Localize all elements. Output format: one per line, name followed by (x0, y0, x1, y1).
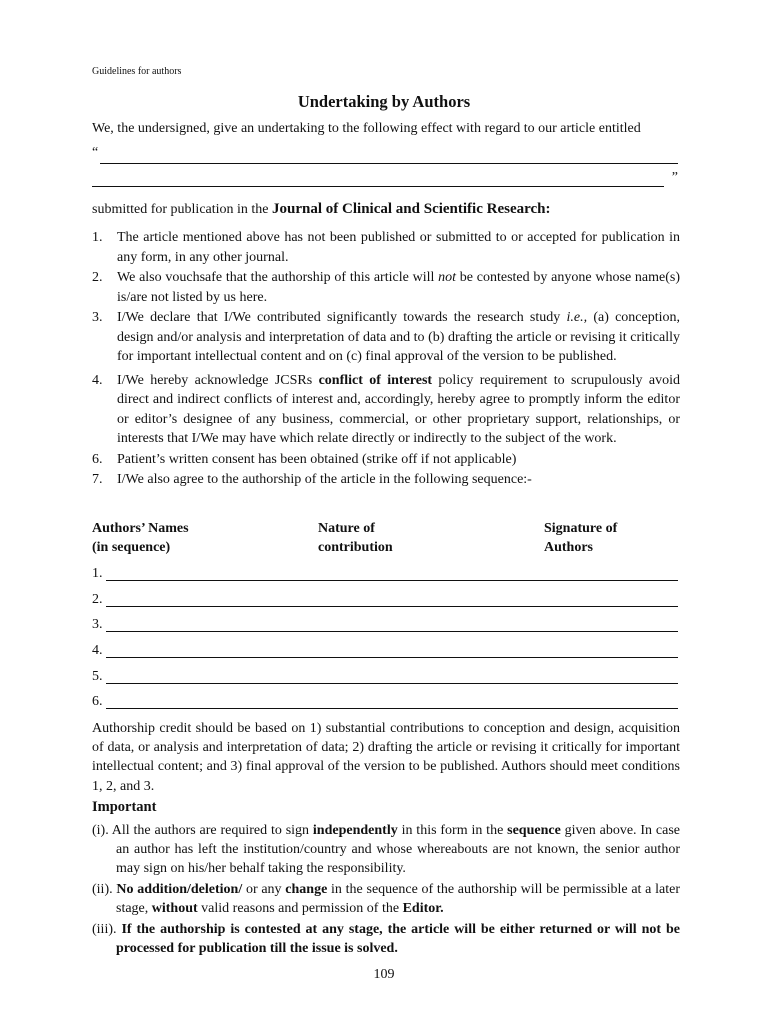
declaration-item (92, 371, 680, 449)
important-item-text: (ii). No addition/deletion/ or any change in the sequence of the authorship will be permissible at a later stage, without valid reasons and permission of the Editor. (92, 882, 680, 916)
submitted-prefix: submitted for publication in the (92, 202, 273, 217)
declaration-text: I/We hereby acknowledge JCSRs conflict of interest policy requirement to scrupulously avoid direct and indirect conflicts of interest and, accordingly, hereby agree to promptly inform the editor or editor’s designee of any business, commercial, or other proprietary support, relationships, or interests that I/We may have which relate directly or indirectly to the subject of the work. (117, 372, 680, 446)
declaration-number: 1. (92, 230, 103, 245)
intro-paragraph: We, the undersigned, give an undertaking to the following effect with regard to our article entitled (92, 121, 641, 136)
authorship-credit-paragraph: Authorship credit should be based on 1) substantial contributions to conception and design, acquisition of data, or analysis and interpretation of data; 2) drafting the article or revising it critically for important intellectual content; and 3) final approval of the version to be published. Authors should meet conditions 1, 2, and 3. (92, 721, 680, 794)
important-item-ii (92, 880, 680, 918)
column-authors-names: Authors’ Names (in sequence) (92, 521, 189, 555)
declaration-item (92, 450, 680, 470)
important-item-text: (i). All the authors are required to sign independently in this form in the sequence given above. In case an author has left the institution/country and whose whereabouts are not known, the senior author may sign on his/her behalf taking the responsibility. (92, 823, 680, 876)
important-heading: Important (92, 799, 157, 815)
page-title: Undertaking by Authors (297, 92, 471, 111)
article-title-blank-1 (100, 149, 678, 164)
declaration-number: 3. (92, 310, 103, 325)
declaration-item (92, 268, 680, 307)
author-entry-lines (92, 566, 678, 720)
journal-name: Journal of Clinical and Scientific Research: (272, 201, 551, 217)
declaration-number: 4. (92, 372, 103, 388)
author-line-blank[interactable] (106, 708, 678, 709)
article-title-blank-2 (92, 172, 664, 187)
declaration-number: 6. (92, 451, 103, 467)
author-line[interactable] (92, 669, 678, 695)
declaration-text: Patient’s written consent has been obtained (strike off if not applicable) (117, 451, 517, 467)
declaration-text: I/We also agree to the authorship of the article in the following sequence:- (117, 472, 532, 487)
declaration-number: 2. (92, 270, 103, 285)
author-line-blank[interactable] (106, 683, 678, 684)
running-header: Guidelines for authors (92, 66, 182, 77)
author-line[interactable] (92, 592, 678, 618)
declaration-number: 7. (92, 472, 103, 487)
important-item-i (92, 821, 680, 878)
page-number: 109 (373, 967, 395, 982)
author-line[interactable] (92, 643, 678, 669)
author-line-number: 4. (92, 643, 103, 659)
open-quote: “ (92, 145, 99, 160)
author-line-blank[interactable] (106, 657, 678, 658)
declaration-item (92, 228, 680, 267)
author-line-number: 6. (92, 694, 103, 710)
article-title-line-2 (92, 172, 678, 187)
important-item-iii (92, 920, 680, 958)
author-line-blank[interactable] (106, 580, 678, 581)
declaration-text: I/We declare that I/We contributed significantly towards the research study i.e., (a) conception, design and/or analysis and interpretation of data and to (b) drafting the article or revising it critically for important intellectual content and on (c) final approval of the version to be published. (117, 310, 680, 364)
important-item-label: (i). (92, 823, 109, 838)
author-line-number: 3. (92, 617, 103, 633)
declaration-text: The article mentioned above has not been published or submitted to or accepted for publication in any form, in any other journal. (117, 230, 680, 265)
author-line-number: 2. (92, 591, 103, 607)
declaration-item (92, 308, 680, 367)
author-line-number: 5. (92, 668, 103, 684)
article-title-line-1 (92, 145, 678, 164)
column-nature-of-contribution: Nature of contribution (318, 521, 393, 555)
important-item-text: (iii). If the authorship is contested at any stage, the article will be either returned or will not be processed for publication till the issue is solved. (92, 922, 681, 956)
important-item-label: (ii). (92, 882, 113, 897)
author-line-blank[interactable] (106, 606, 678, 607)
column-signature: Signature of Authors (544, 521, 618, 555)
author-line[interactable] (92, 566, 678, 592)
author-line-number: 1. (92, 566, 103, 581)
author-line[interactable] (92, 694, 678, 720)
declaration-item (92, 470, 680, 490)
declaration-text: We also vouchsafe that the authorship of this article will not be contested by anyone whose name(s) is/are not listed by us here. (117, 270, 681, 305)
submitted-statement (92, 201, 551, 218)
important-item-label: (iii). (92, 922, 117, 937)
author-line[interactable] (92, 617, 678, 643)
close-quote: ” (671, 170, 678, 185)
declaration-list (92, 228, 680, 491)
author-line-blank[interactable] (106, 631, 678, 632)
